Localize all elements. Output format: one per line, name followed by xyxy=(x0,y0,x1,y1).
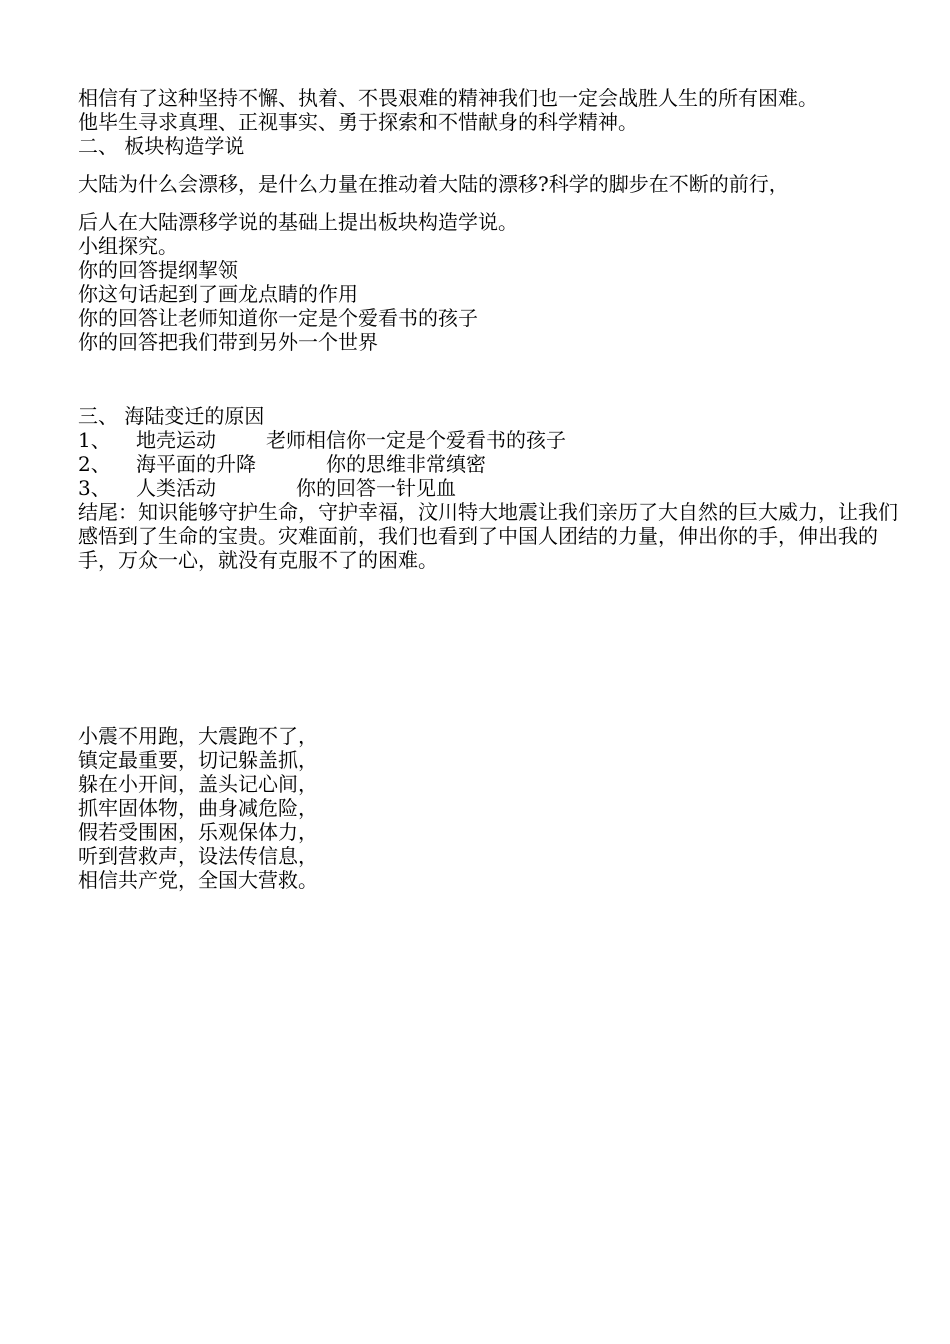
cause-number: 3、 xyxy=(78,476,111,500)
poem-line: 镇定最重要，切记躲盖抓， xyxy=(78,748,318,772)
section-2-paragraph-3: 小组探究。 xyxy=(78,234,178,258)
poem-line: 躲在小开间，盖头记心间， xyxy=(78,772,318,796)
cause-title: 海平面的升降 xyxy=(136,452,256,476)
section-2-paragraph-1: 大陆为什么会漂移，是什么力量在推动着大陆的漂移?科学的脚步在不断的前行， xyxy=(78,172,789,196)
poem-line: 假若受围困，乐观保体力， xyxy=(78,820,318,844)
poem-line: 听到营救声，设法传信息， xyxy=(78,844,318,868)
poem-line: 小震不用跑，大震跑不了， xyxy=(78,724,318,748)
cause-item-3 xyxy=(78,476,898,500)
earthquake-poem xyxy=(78,724,898,892)
cause-number: 1、 xyxy=(78,428,111,452)
cause-number: 2、 xyxy=(78,452,111,476)
cause-title: 人类活动 xyxy=(136,476,216,500)
section-2-paragraph-2: 后人在大陆漂移学说的基础上提出板块构造学说。 xyxy=(78,210,518,234)
praise-line: 你的回答让老师知道你一定是个爱看书的孩子 xyxy=(78,306,478,330)
intro-paragraph-2: 他毕生寻求真理、正视事实、勇于探索和不惜献身的科学精神。 xyxy=(78,110,638,134)
section-3-heading: 三、 海陆变迁的原因 xyxy=(78,404,265,428)
praise-line: 你的回答提纲挈领 xyxy=(78,258,238,282)
praise-line: 你这句话起到了画龙点睛的作用 xyxy=(78,282,358,306)
cause-comment: 你的思维非常缜密 xyxy=(326,452,486,476)
document-page xyxy=(78,86,898,892)
section-2-heading: 二、 板块构造学说 xyxy=(78,134,245,158)
poem-line: 抓牢固体物，曲身减危险， xyxy=(78,796,318,820)
ending-paragraph: 结尾：知识能够守护生命，守护幸福，汶川特大地震让我们亲历了大自然的巨大威力，让我们感悟到了生命的宝贵。灾难面前，我们也看到了中国人团结的力量，伸出你的手，伸出我的手，万众一心，就没有克服不了的困难。 xyxy=(78,500,898,572)
poem-line: 相信共产党，全国大营救。 xyxy=(78,868,318,892)
cause-item-2 xyxy=(78,452,898,476)
cause-title: 地壳运动 xyxy=(136,428,216,452)
intro-paragraph-1: 相信有了这种坚持不懈、执着、不畏艰难的精神我们也一定会战胜人生的所有困难。 xyxy=(78,86,818,110)
cause-item-1 xyxy=(78,428,898,452)
cause-comment: 老师相信你一定是个爱看书的孩子 xyxy=(266,428,566,452)
cause-comment: 你的回答一针见血 xyxy=(296,476,456,500)
praise-line: 你的回答把我们带到另外一个世界 xyxy=(78,330,378,354)
